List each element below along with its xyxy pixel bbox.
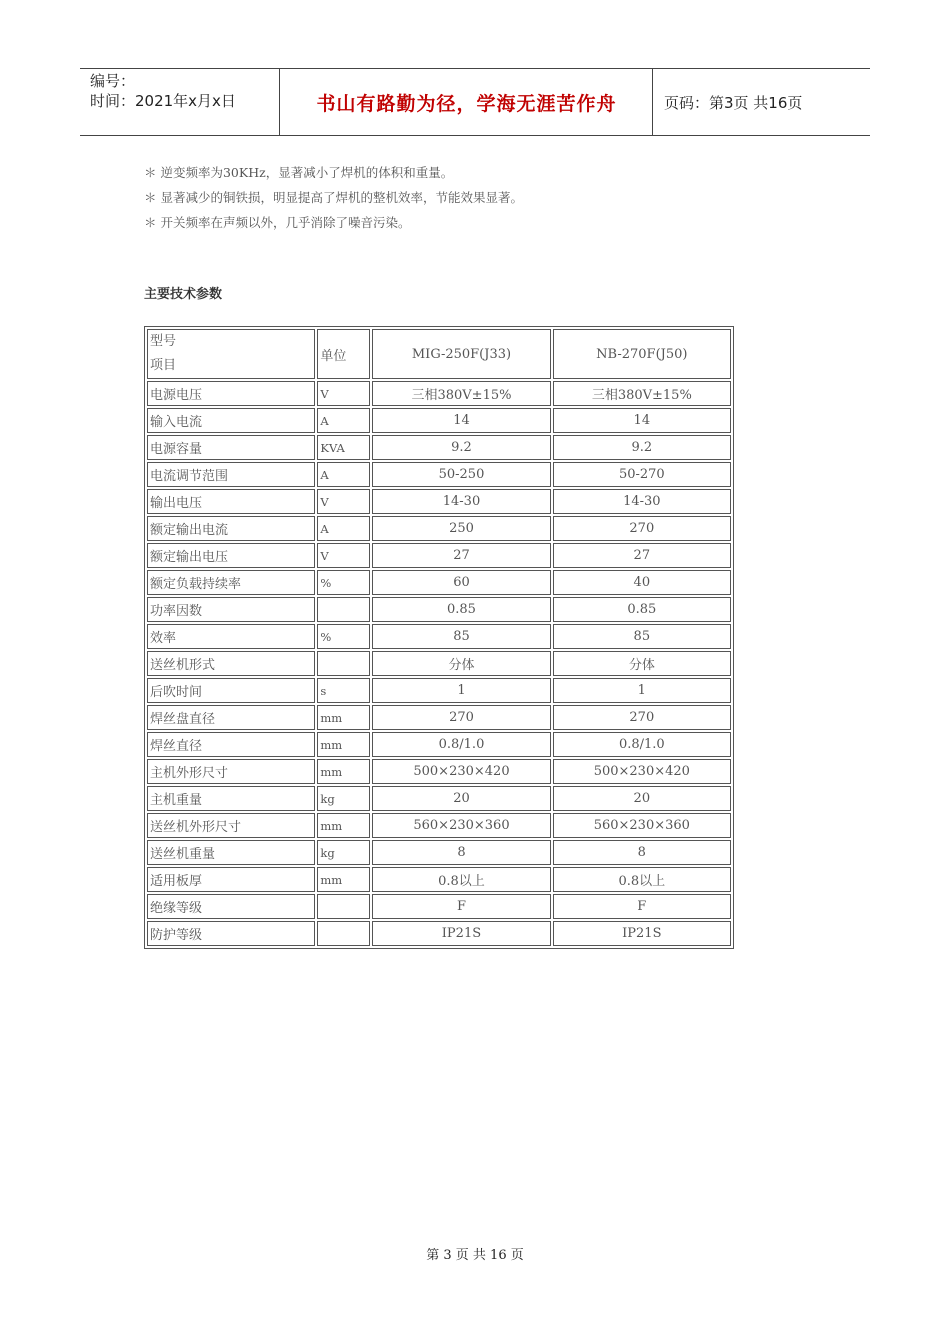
section-title: 主要技术参数 — [144, 287, 223, 302]
cell-unit: A — [317, 462, 370, 487]
header-cell-model2: NB-270F(J50) — [553, 329, 731, 379]
cell-model2: 560×230×360 — [553, 813, 731, 838]
table-row — [147, 543, 731, 568]
cell-model1: 三相380V±15% — [372, 381, 550, 406]
feature-item: ＊ 显著减少的铜铁损，明显提高了焊机的整机效率，节能效果显著。 — [144, 190, 523, 205]
cell-model1: 250 — [372, 516, 550, 541]
cell-item: 焊丝盘直径 — [147, 705, 315, 730]
cell-model2: 14 — [553, 408, 731, 433]
cell-item: 额定负载持续率 — [147, 570, 315, 595]
cell-model1: 8 — [372, 840, 550, 865]
table-row — [147, 732, 731, 757]
cell-model1: 270 — [372, 705, 550, 730]
cell-unit: A — [317, 408, 370, 433]
cell-model1: 0.8以上 — [372, 867, 550, 892]
cell-unit — [317, 651, 370, 676]
cell-model1: 85 — [372, 624, 550, 649]
cell-model1: IP21S — [372, 921, 550, 946]
cell-unit — [317, 894, 370, 919]
header-cell-unit: 单位 — [317, 329, 370, 379]
cell-item: 绝缘等级 — [147, 894, 315, 919]
cell-model1: 560×230×360 — [372, 813, 550, 838]
cell-model1: F — [372, 894, 550, 919]
cell-unit: % — [317, 570, 370, 595]
cell-model2: 0.85 — [553, 597, 731, 622]
cell-model2: 0.8/1.0 — [553, 732, 731, 757]
table-row — [147, 516, 731, 541]
cell-model1: 分体 — [372, 651, 550, 676]
cell-model1: 20 — [372, 786, 550, 811]
cell-model2: 500×230×420 — [553, 759, 731, 784]
cell-model2: 20 — [553, 786, 731, 811]
header-cell-model1: MIG-250F(J33) — [372, 329, 550, 379]
cell-item: 主机外形尺寸 — [147, 759, 315, 784]
cell-unit: KVA — [317, 435, 370, 460]
cell-item: 送丝机重量 — [147, 840, 315, 865]
table-row — [147, 759, 731, 784]
header-item-label: 项目 — [150, 358, 177, 373]
cell-unit: s — [317, 678, 370, 703]
cell-model1: 60 — [372, 570, 550, 595]
cell-item: 适用板厚 — [147, 867, 315, 892]
cell-item: 防护等级 — [147, 921, 315, 946]
cell-model2: 270 — [553, 705, 731, 730]
header-motto: 书山有路勤为径，学海无涯苦作舟 — [281, 69, 653, 135]
cell-item: 电源容量 — [147, 435, 315, 460]
cell-unit: mm — [317, 867, 370, 892]
cell-model1: 1 — [372, 678, 550, 703]
table-row — [147, 489, 731, 514]
cell-model1: 0.85 — [372, 597, 550, 622]
header-page-info: 页码：第3页 共16页 — [664, 93, 803, 112]
table-row — [147, 381, 731, 406]
cell-model2: 0.8以上 — [553, 867, 731, 892]
table-row — [147, 894, 731, 919]
cell-item: 额定输出电压 — [147, 543, 315, 568]
cell-model1: 9.2 — [372, 435, 550, 460]
table-row — [147, 597, 731, 622]
cell-item: 后吹时间 — [147, 678, 315, 703]
cell-item: 效率 — [147, 624, 315, 649]
header-model-label: 型号 — [150, 334, 177, 349]
table-row — [147, 840, 731, 865]
cell-model1: 27 — [372, 543, 550, 568]
cell-unit: mm — [317, 732, 370, 757]
table-row — [147, 921, 731, 946]
cell-unit: mm — [317, 705, 370, 730]
cell-item: 送丝机外形尺寸 — [147, 813, 315, 838]
cell-unit: % — [317, 624, 370, 649]
cell-model2: IP21S — [553, 921, 731, 946]
cell-model2: 40 — [553, 570, 731, 595]
table-row — [147, 624, 731, 649]
cell-item: 输出电压 — [147, 489, 315, 514]
cell-unit: A — [317, 516, 370, 541]
table-row — [147, 651, 731, 676]
cell-item: 电源电压 — [147, 381, 315, 406]
cell-model2: 27 — [553, 543, 731, 568]
cell-item: 功率因数 — [147, 597, 315, 622]
cell-item: 输入电流 — [147, 408, 315, 433]
cell-item: 主机重量 — [147, 786, 315, 811]
cell-model2: 50-270 — [553, 462, 731, 487]
spec-table — [144, 326, 734, 949]
cell-model1: 14 — [372, 408, 550, 433]
cell-unit: V — [317, 543, 370, 568]
header-meta — [80, 69, 280, 135]
cell-model1: 0.8/1.0 — [372, 732, 550, 757]
table-row — [147, 813, 731, 838]
cell-item: 焊丝直径 — [147, 732, 315, 757]
header-cell-item — [147, 329, 315, 379]
cell-model2: 270 — [553, 516, 731, 541]
table-row — [147, 435, 731, 460]
table-row — [147, 786, 731, 811]
table-row — [147, 678, 731, 703]
document-number-label: 编号： — [90, 72, 136, 90]
cell-unit: V — [317, 489, 370, 514]
cell-model2: 分体 — [553, 651, 731, 676]
cell-model2: 三相380V±15% — [553, 381, 731, 406]
cell-model2: 8 — [553, 840, 731, 865]
table-row — [147, 462, 731, 487]
table-header-row — [147, 329, 731, 379]
feature-item: ＊ 逆变频率为30KHz，显著减小了焊机的体积和重量。 — [144, 165, 454, 180]
page-footer: 第 3 页 共 16 页 — [426, 1248, 524, 1263]
cell-item: 电流调节范围 — [147, 462, 315, 487]
table-row — [147, 705, 731, 730]
table-row — [147, 867, 731, 892]
cell-model2: F — [553, 894, 731, 919]
cell-item: 额定输出电流 — [147, 516, 315, 541]
table-row — [147, 570, 731, 595]
cell-model1: 50-250 — [372, 462, 550, 487]
cell-unit — [317, 921, 370, 946]
cell-unit: mm — [317, 759, 370, 784]
cell-unit: mm — [317, 813, 370, 838]
feature-list — [144, 160, 794, 235]
cell-unit: kg — [317, 786, 370, 811]
cell-model2: 1 — [553, 678, 731, 703]
cell-model2: 9.2 — [553, 435, 731, 460]
page-header — [80, 68, 870, 136]
cell-model2: 14-30 — [553, 489, 731, 514]
table-row — [147, 408, 731, 433]
cell-unit: V — [317, 381, 370, 406]
cell-model1: 500×230×420 — [372, 759, 550, 784]
cell-unit: kg — [317, 840, 370, 865]
cell-model1: 14-30 — [372, 489, 550, 514]
document-time-label: 时间：2021年x月x日 — [90, 92, 236, 110]
feature-item: ＊ 开关频率在声频以外，几乎消除了噪音污染。 — [144, 215, 411, 230]
cell-unit — [317, 597, 370, 622]
cell-model2: 85 — [553, 624, 731, 649]
cell-item: 送丝机形式 — [147, 651, 315, 676]
